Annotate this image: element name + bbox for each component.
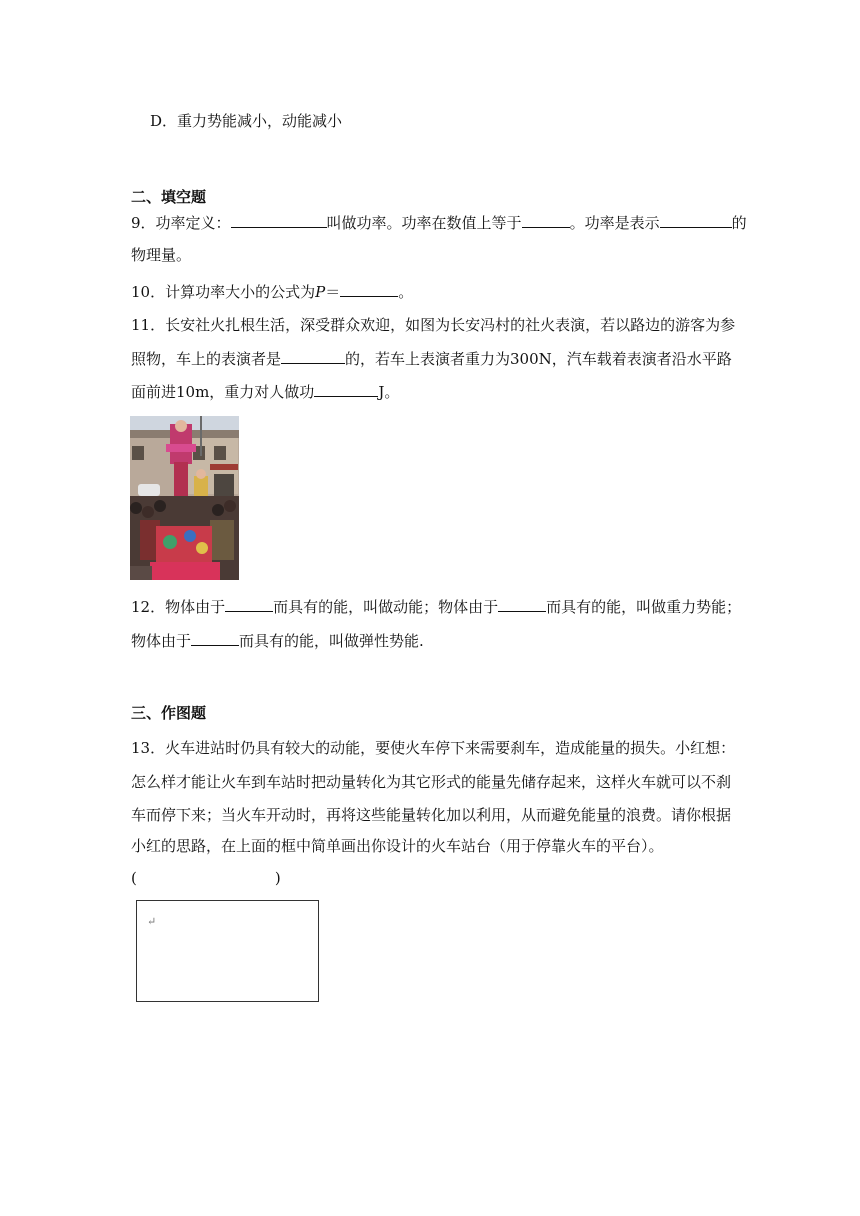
q12-text-a: 12．物体由于: [131, 598, 226, 616]
q9-blank-1[interactable]: [231, 213, 327, 228]
drawing-answer-box[interactable]: [136, 900, 319, 1002]
q12-blank-3[interactable]: [191, 631, 239, 646]
q12-text-b: 而具有的能，叫做动能；物体由于: [273, 598, 499, 616]
q10-symbol: P: [315, 283, 326, 301]
answer-parentheses: [131, 868, 281, 888]
question-13-line-4: 小红的思路，在上面的框中简单画出你设计的火车站台（用于停靠火车的平台）。: [131, 837, 664, 855]
q10-text: 10．计算功率大小的公式为: [131, 283, 316, 301]
question-11-line-1: 11．长安社火扎根生活，深受群众欢迎，如图为长安冯村的社火表演，若以路边的游客为参: [131, 316, 736, 334]
q12-text-c: 而具有的能，叫做重力势能；: [546, 598, 742, 616]
q11-text-a: 照物，车上的表演者是: [131, 350, 282, 368]
question-11-line-3: [131, 382, 399, 402]
q9-blank-2[interactable]: [522, 213, 570, 228]
q10-eq: ＝: [325, 283, 341, 301]
shehuo-performance-photo: [130, 416, 239, 580]
question-12-line-2: [131, 631, 424, 651]
question-13-line-1: 13．火车进站时仍具有较大的动能，要使火车停下来需要刹车，造成能量的损失。小红想：: [131, 739, 736, 757]
question-9-line-1: [131, 213, 747, 233]
section-title-fill-in: 二、填空题: [131, 188, 207, 206]
question-13-line-2: 怎么样才能让火车到车站时把动量转化为其它形式的能量先储存起来，这样火车就可以不刹: [131, 773, 732, 791]
q9-text-3: 。功率是表示: [569, 214, 660, 232]
q12-text-e: 而具有的能，叫做弹性势能.: [239, 632, 424, 650]
question-12-line-1: [131, 597, 741, 617]
question-11-line-2: [131, 349, 732, 369]
q12-blank-1[interactable]: [225, 597, 273, 612]
q9-text-4: 的: [731, 214, 747, 232]
q9-blank-3[interactable]: [660, 213, 732, 228]
question-9-line-2: 物理量。: [131, 246, 192, 264]
q10-blank[interactable]: [340, 282, 398, 297]
question-13-line-3: 车而停下来；当火车开动时，再将这些能量转化加以利用，从而避免能量的浪费。请你根据: [131, 806, 732, 824]
q11-blank-1[interactable]: [281, 349, 345, 364]
option-d: D．重力势能减小，动能减小: [150, 112, 343, 130]
q12-blank-2[interactable]: [498, 597, 546, 612]
q11-text-c: 面前进10m，重力对人做功: [131, 383, 315, 401]
return-mark-icon: ↵: [147, 915, 157, 928]
q9-text-2: 叫做功率。功率在数值上等于: [326, 214, 522, 232]
q9-text-1: 9．功率定义：: [131, 214, 231, 232]
q10-end: 。: [398, 283, 414, 301]
paren-open: (: [131, 869, 137, 887]
paren-close: ): [274, 869, 281, 887]
q11-text-d: J。: [378, 383, 400, 401]
q12-text-d: 物体由于: [131, 632, 192, 650]
question-10: [131, 282, 413, 302]
q11-text-b: 的，若车上表演者重力为300N，汽车载着表演者沿水平路: [345, 350, 732, 368]
section-title-drawing: 三、作图题: [131, 704, 207, 722]
q11-blank-2[interactable]: [314, 382, 378, 397]
